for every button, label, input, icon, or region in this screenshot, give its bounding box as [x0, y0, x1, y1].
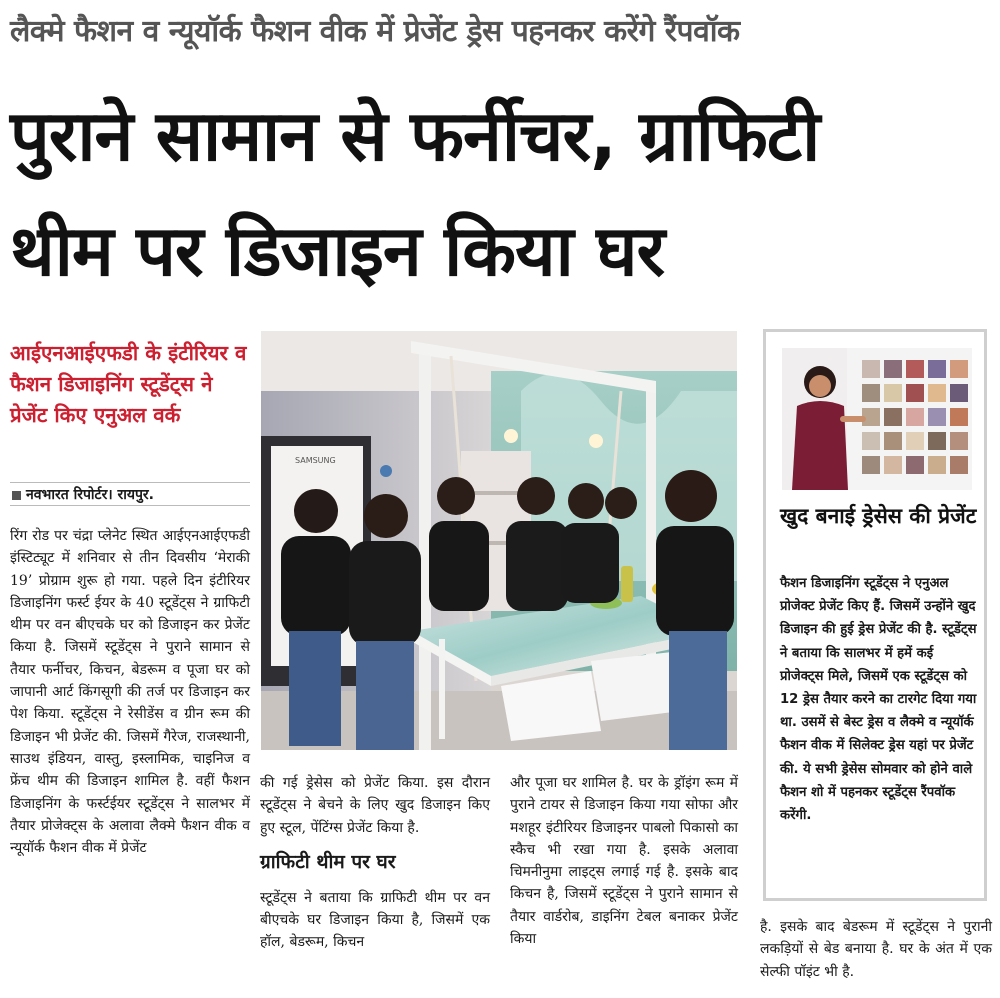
byline — [10, 482, 250, 506]
sidebar-box — [763, 329, 987, 901]
article-column-3 — [510, 772, 738, 950]
bullet-square-icon — [12, 491, 21, 500]
sidebar-photo-illustration — [782, 348, 972, 490]
article-column-2 — [260, 772, 490, 954]
article-column-1 — [10, 525, 250, 859]
article-column-4 — [760, 916, 992, 983]
sidebar-heading: खुद बनाई ड्रेसेस की प्रेजेंट — [780, 504, 977, 528]
main-photo-illustration — [261, 331, 737, 750]
byline-text: नवभारत रिपोर्टर। रायपुर. — [26, 487, 154, 503]
kicker-headline: लैक्मे फैशन व न्यूयॉर्क फैशन वीक में प्रेजेंट ड्रेस पहनकर करेंगे रैंपवॉक — [10, 14, 740, 49]
headline-line-1: पुराने सामान से फर्नीचर, ग्राफिटी — [10, 95, 820, 177]
headline-line-2: थीम पर डिजाइन किया घर — [10, 210, 665, 292]
article-paragraph: रिंग रोड पर चंद्रा प्लेनेट स्थित आईएनआईएफडी इंस्टिट्यूट में शनिवार से तीन दिवसीय ‘मेराकी 19’ प्रोग्राम शुरू हो गया. पहले दिन इंटीरियर डिजाइनिंग फर्स्ट ईयर के 40 स्टूडेंट्स ने ग्राफिटी थीम पर वन बीएचके घर को डिजाइन कर प्रेजेंट किया है. जिसमें स्टूडेंट्स ने पुराने सामान से तैयार फर्नीचर, किचन, बेडरूम व पूजा घर को जापानी आर्ट किंगसूगी की तर्ज पर डिजाइन कर पेश किया. स्टूडेंट्स ने रेसीडेंस व ग्रीन रूम की डिजाइन भी प्रेजेंट की. जिसमें गैरेज, राजस्थानी, साउथ इंडियन, वास्तु, इस्लामिक, चाइनिज व फ्रेंच थीम की डिजाइन शामिल है. वहीं फैशन डिजाइनिंग के फर्स्टईयर स्टूडेंट्स ने सालभर में तैयार प्रोजेक्ट्स के अलावा लैक्मे फैशन वीक व न्यूयॉर्क फैशन वीक में प्रेजेंट — [10, 528, 250, 857]
article-paragraph: है. इसके बाद बेडरूम में स्टूडेंट्स ने पुरानी लकड़ियों से बेड बनाया है. घर के अंत में एक सेल्फी पॉइंट भी है. — [760, 919, 992, 980]
article-paragraph: की गई ड्रेसेस को प्रेजेंट किया. इस दौरान स्टूडेंट्स ने बेचने के लिए खुद डिजाइन किए हुए स्टूल, पेंटिंग्स प्रेजेंट किया है. — [260, 775, 490, 836]
section-heading: ग्राफिटी थीम पर घर — [260, 850, 396, 873]
main-photo-students-dining-table — [261, 331, 737, 750]
article-paragraph: और पूजा घर शामिल है. घर के ड्रॉइंग रूम में पुराने टायर से डिजाइन किया गया सोफा और मशहूर इंटीरियर डिजाइनर पाबलो पिकासो का स्कैच भी रखा गया है. इसके अलावा चिमनीनुमा लाइट्स लगाई गई है. इसके बाद किचन है, जिसमें स्टूडेंट्स ने पुराने सामान से तैयार वार्डरोब, डाइनिंग टेबल बनाकर प्रेजेंट किया — [510, 775, 738, 948]
fridge-brand-label: SAMSUNG — [295, 456, 336, 465]
article-paragraph: स्टूडेंट्स ने बताया कि ग्राफिटी थीम पर वन बीएचके घर डिजाइन किया है, जिसमें एक हॉल, बेडरूम, किचन — [260, 889, 490, 951]
subheadline: आईएनआईएफडी के इंटीरियर व फैशन डिजाइनिंग स्टूडेंट्स ने प्रेजेंट किए एनुअल वर्क — [10, 341, 247, 427]
sidebar-text: फैशन डिजाइनिंग स्टूडेंट्स ने एनुअल प्रोजेक्ट प्रेजेंट किए हैं. जिसमें उन्होंने खुद डिजाइन की हुई ड्रेस प्रेजेंट की है. स्टूडेंट्स ने बताया कि सालभर में हमें कई प्रोजेक्ट्स मिले, जिसमें एक स्टूडेंट्स को 12 ड्रेस तैयार करने का टारगेट दिया गया था. उसमें से बेस्ट ड्रेस व लैक्मे व न्यूयॉर्क फैशन वीक में सिलेक्ट ड्रेस यहां पर प्रेजेंट की. ये सभी ड्रेसेस सोमवार को होने वाले फैशन शो में पहनकर स्टूडेंट्स रैंपवॉक करेंगी. — [780, 576, 977, 824]
sidebar-photo-fashion-student — [782, 348, 972, 490]
